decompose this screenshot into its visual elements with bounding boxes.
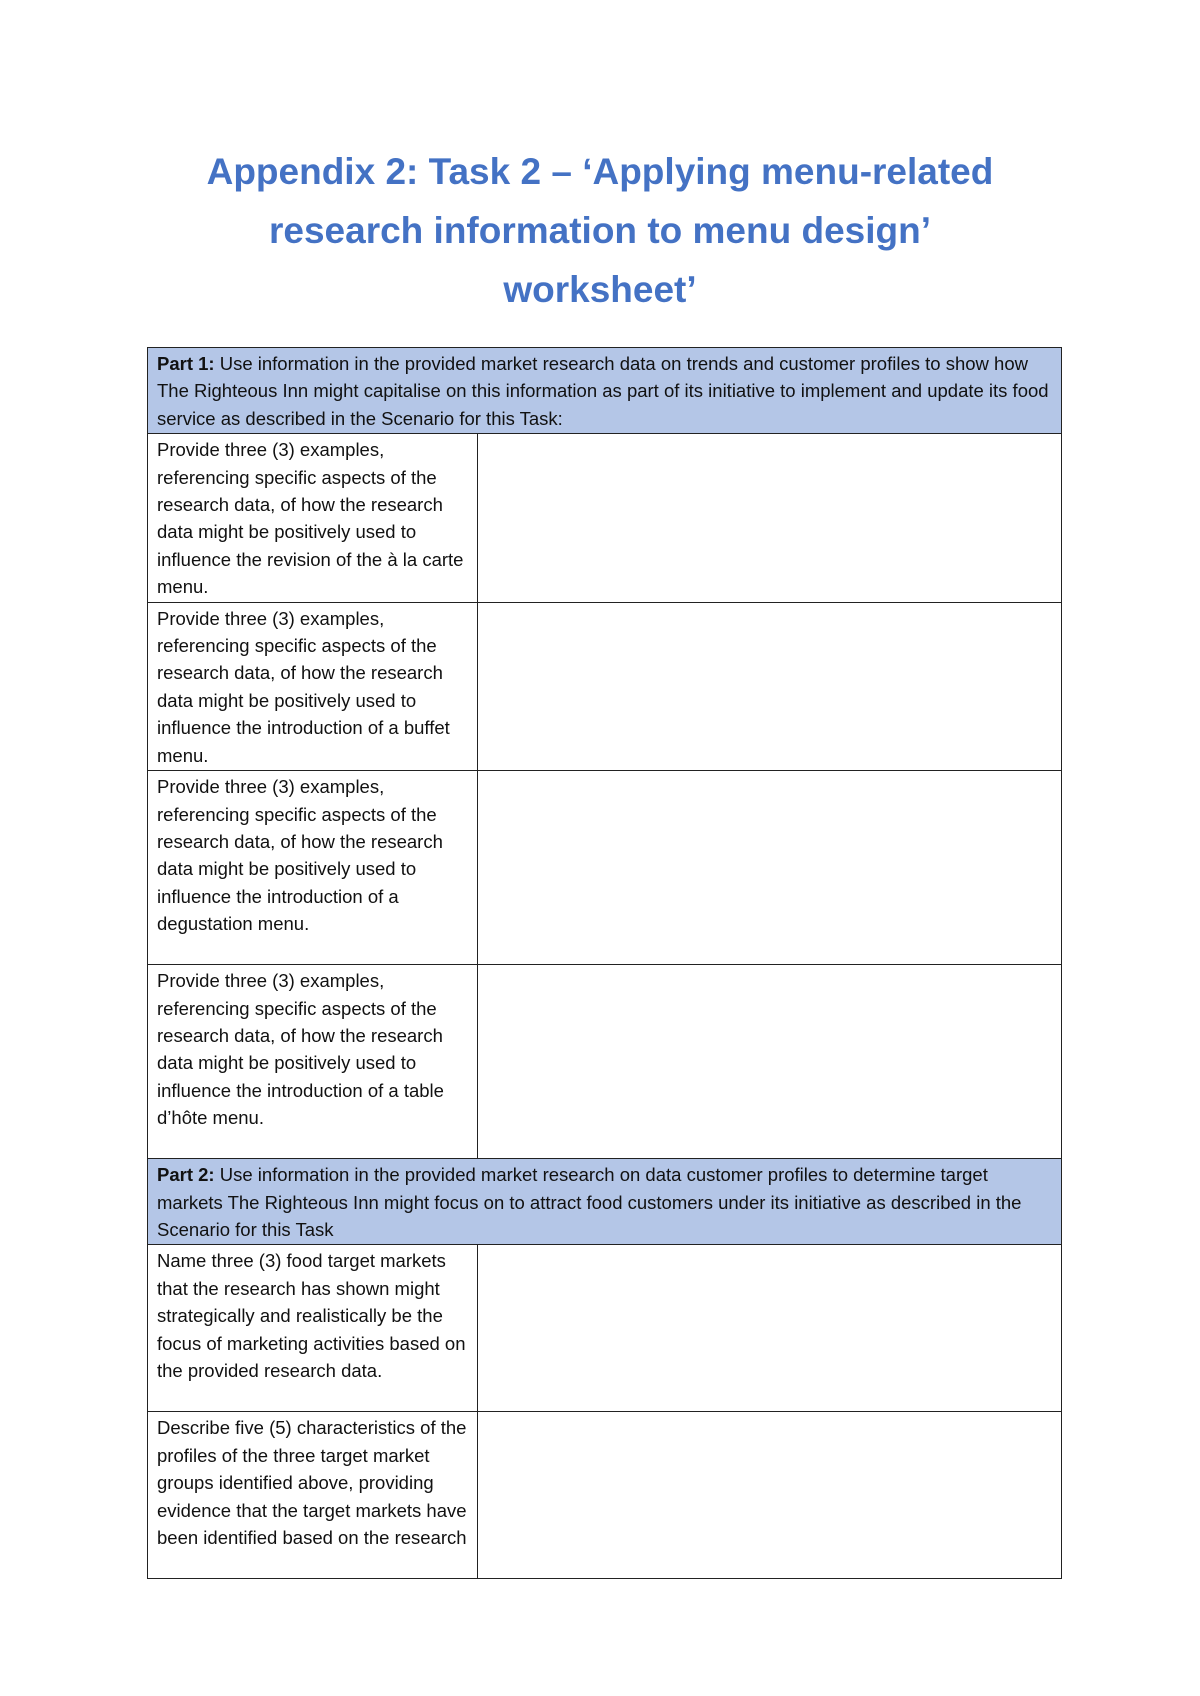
answer-cell[interactable] xyxy=(478,1412,1062,1579)
table-row xyxy=(148,1245,1062,1412)
table-row xyxy=(148,602,1062,770)
answer-cell[interactable] xyxy=(478,771,1062,965)
part-1-header-row xyxy=(148,348,1062,434)
page-title-line-3: worksheet’ xyxy=(503,269,697,310)
prompt-cell: Provide three (3) examples, referencing specific aspects of the research data, of how the research data might be positively used to influence the introduction of a degustation menu. xyxy=(148,771,478,965)
page-title-line-2: research information to menu design’ xyxy=(268,210,931,251)
table-row xyxy=(148,434,1062,602)
answer-cell[interactable] xyxy=(478,602,1062,770)
part-2-instructions: Use information in the provided market research on data customer profiles to determine target markets The Righteous Inn might focus on to attract food customers under its initiative as described in the Scenario for this Task xyxy=(157,1164,1022,1240)
table-row xyxy=(148,1412,1062,1579)
prompt-cell: Describe five (5) characteristics of the profiles of the three target market groups identified above, providing evidence that the target markets have been identified based on the research xyxy=(148,1412,478,1579)
prompt-cell: Provide three (3) examples, referencing specific aspects of the research data, of how the research data might be positively used to influence the introduction of a buffet menu. xyxy=(148,602,478,770)
part-2-header-row xyxy=(148,1159,1062,1245)
answer-cell[interactable] xyxy=(478,434,1062,602)
prompt-cell: Provide three (3) examples, referencing specific aspects of the research data, of how the research data might be positively used to influence the introduction of a table d’hôte menu. xyxy=(148,965,478,1159)
answer-cell[interactable] xyxy=(478,965,1062,1159)
table-row xyxy=(148,771,1062,965)
page-title xyxy=(150,142,1050,319)
table-row xyxy=(148,965,1062,1159)
part-1-header xyxy=(148,348,1062,434)
prompt-cell: Name three (3) food target markets that the research has shown might strategically and realistically be the focus of marketing activities based on the provided research data. xyxy=(148,1245,478,1412)
part-1-instructions: Use information in the provided market research data on trends and customer profiles to show how The Righteous Inn might capitalise on this information as part of its initiative to implement and update its food service as described in the Scenario for this Task: xyxy=(157,353,1049,429)
part-1-label: Part 1: xyxy=(157,353,215,374)
answer-cell[interactable] xyxy=(478,1245,1062,1412)
worksheet-table xyxy=(147,347,1062,1579)
part-2-label: Part 2: xyxy=(157,1164,215,1186)
part-2-header xyxy=(148,1159,1062,1245)
prompt-cell: Provide three (3) examples, referencing specific aspects of the research data, of how the research data might be positively used to influence the revision of the à la carte menu. xyxy=(148,434,478,602)
page-title-line-1: Appendix 2: Task 2 – ‘Applying menu-related xyxy=(206,151,994,192)
